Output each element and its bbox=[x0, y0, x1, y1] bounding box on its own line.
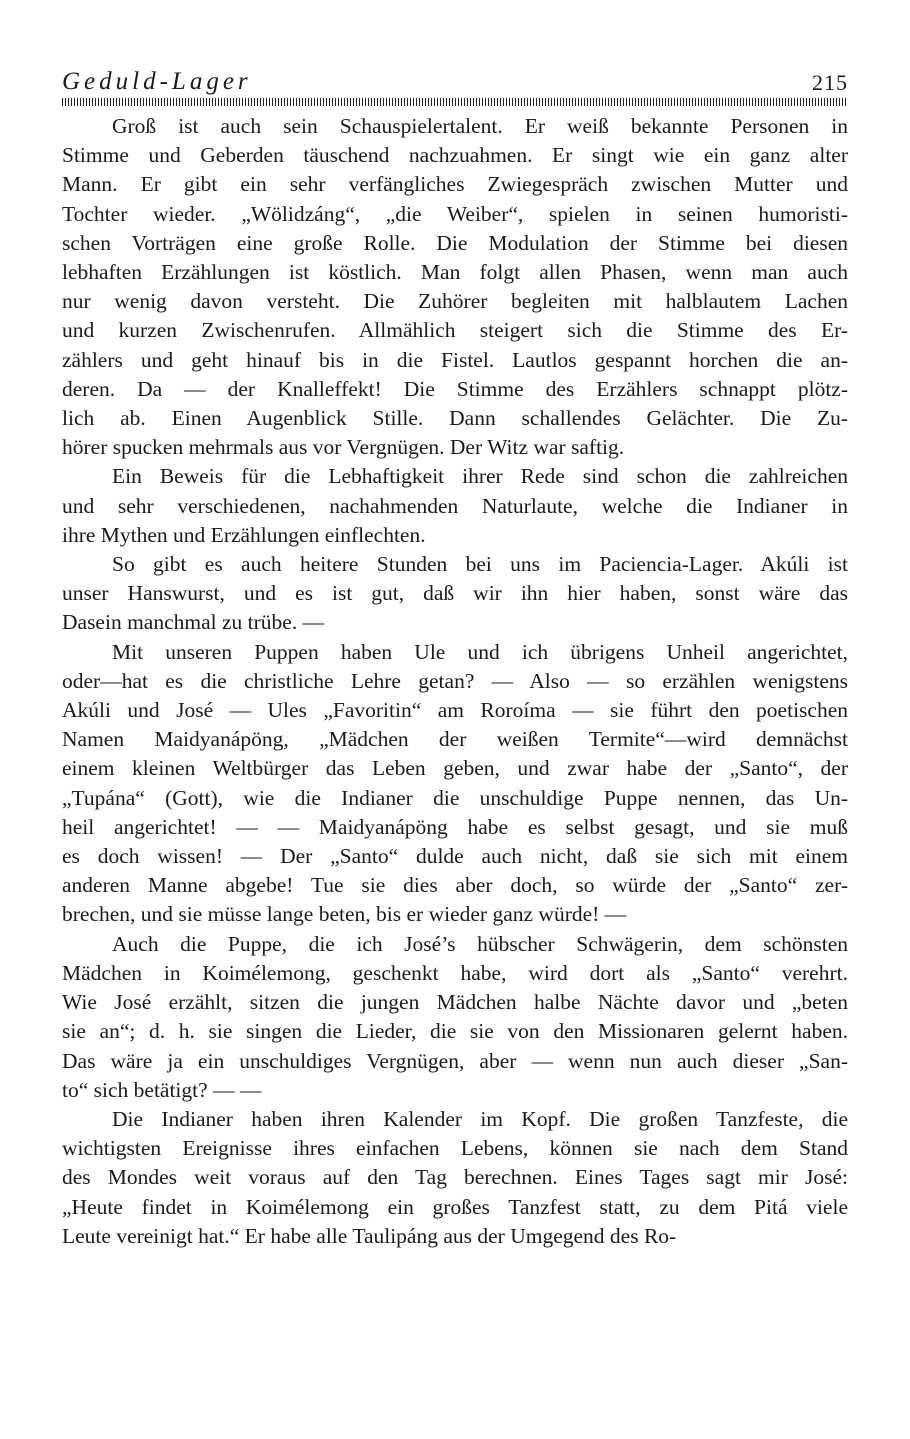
text-line: hörer spucken mehrmals aus vor Vergnügen. Der Witz war saftig. bbox=[62, 435, 625, 460]
text-line: schen Vorträgen eine große Rolle. Die Modulation der Stimme bei diesen bbox=[62, 230, 848, 255]
paragraph bbox=[62, 638, 848, 930]
text-line: sie an“; d. h. sie singen die Lieder, die sie von den Missionaren gelernt haben. bbox=[62, 1019, 848, 1044]
text-line: lebhaften Erzählungen ist köstlich. Man folgt allen Phasen, wenn man auch bbox=[62, 260, 848, 285]
text-line: Groß ist auch sein Schauspielertalent. Er weiß bekannte Personen in bbox=[112, 114, 848, 138]
text-line: Leute vereinigt hat.“ Er habe alle Taulipáng aus der Umgegend des Ro- bbox=[62, 1223, 677, 1248]
text-line: Das wäre ja ein unschuldiges Vergnügen, aber — wenn nun auch dieser „San- bbox=[62, 1048, 848, 1073]
paragraph bbox=[62, 1105, 848, 1251]
text-line: es doch wissen! — Der „Santo“ dulde auch nicht, daß sie sich mit einem bbox=[62, 844, 848, 869]
text-line: Dasein manchmal zu trübe. — bbox=[62, 610, 325, 635]
header-rule bbox=[62, 98, 848, 106]
text-line: zählers und geht hinauf bis in die Fistel. Lautlos gespannt horchen die an- bbox=[62, 347, 848, 372]
text-line: einem kleinen Weltbürger das Leben geben, und zwar habe der „Santo“, der bbox=[62, 756, 848, 781]
text-line: Mit unseren Puppen haben Ule und ich übrigens Unheil angerichtet, bbox=[112, 639, 848, 664]
text-line: Mann. Er gibt ein sehr verfängliches Zwiegespräch zwischen Mutter und bbox=[62, 172, 848, 197]
text-line: Tochter wieder. „Wölidzáng“, „die Weiber“, spielen in seinen humoristi- bbox=[62, 201, 848, 226]
text-line: unser Hanswurst, und es ist gut, daß wir ihn hier haben, sonst wäre das bbox=[62, 581, 848, 606]
text-line: brechen, und sie müsse lange beten, bis er wieder ganz würde! — bbox=[62, 902, 627, 927]
text-line: deren. Da — der Knalleffekt! Die Stimme des Erzählers schnappt plötz- bbox=[62, 376, 848, 401]
text-line: und sehr verschiedenen, nachahmenden Naturlaute, welche die Indianer in bbox=[62, 493, 848, 518]
body-text bbox=[62, 112, 848, 1251]
text-line: Ein Beweis für die Lebhaftigkeit ihrer Rede sind schon die zahlreichen bbox=[112, 464, 848, 489]
text-line: ihre Mythen und Erzählungen einflechten. bbox=[62, 522, 426, 547]
page-number: 215 bbox=[812, 70, 848, 95]
text-line: So gibt es auch heitere Stunden bei uns im Paciencia-Lager. Akúli ist bbox=[112, 552, 848, 577]
text-line: und kurzen Zwischenrufen. Allmählich steigert sich die Stimme des Er- bbox=[62, 318, 848, 343]
text-line: „Heute findet in Koimélemong ein großes Tanzfest statt, zu dem Pitá viele bbox=[62, 1194, 848, 1219]
paragraph bbox=[62, 462, 848, 550]
text-line: lich ab. Einen Augenblick Stille. Dann schallendes Gelächter. Die Zu- bbox=[62, 406, 848, 431]
text-line: heil angerichtet! — — Maidyanápöng habe es selbst gesagt, und sie muß bbox=[62, 814, 848, 839]
text-line: Namen Maidyanápöng, „Mädchen der weißen Termite“—wird demnächst bbox=[62, 727, 848, 752]
paragraph bbox=[62, 930, 848, 1105]
text-line: „Tupána“ (Gott), wie die Indianer die unschuldige Puppe nennen, das Un- bbox=[62, 785, 848, 810]
text-line: Akúli und José — Ules „Favoritin“ am Roroíma — sie führt den poetischen bbox=[62, 698, 848, 723]
paragraph bbox=[62, 550, 848, 638]
text-line: des Mondes weit voraus auf den Tag berechnen. Eines Tages sagt mir José: bbox=[62, 1165, 848, 1190]
text-line: Die Indianer haben ihren Kalender im Kopf. Die großen Tanzfeste, die bbox=[112, 1106, 848, 1131]
text-line: Mädchen in Koimélemong, geschenkt habe, wird dort als „Santo“ verehrt. bbox=[62, 960, 848, 985]
text-line: Auch die Puppe, die ich José’s hübscher Schwägerin, dem schönsten bbox=[112, 931, 848, 956]
book-page bbox=[62, 68, 848, 1251]
text-line: Stimme und Geberden täuschend nachzuahmen. Er singt wie ein ganz alter bbox=[62, 143, 848, 168]
running-title: Geduld-Lager bbox=[62, 68, 252, 95]
text-line: anderen Manne abgebe! Tue sie dies aber doch, so würde der „Santo“ zer- bbox=[62, 873, 848, 898]
text-line: wichtigsten Ereignisse ihres einfachen Lebens, können sie nach dem Stand bbox=[62, 1136, 848, 1161]
text-line: nur wenig davon versteht. Die Zuhörer begleiten mit halblautem Lachen bbox=[62, 289, 848, 314]
paragraph bbox=[62, 112, 848, 462]
text-line: oder—hat es die christliche Lehre getan? — Also — so erzählen wenigstens bbox=[62, 668, 848, 693]
page-header bbox=[62, 68, 848, 98]
text-line: to“ sich betätigt? — — bbox=[62, 1077, 262, 1102]
text-line: Wie José erzählt, sitzen die jungen Mädchen halbe Nächte davor und „beten bbox=[62, 990, 848, 1015]
